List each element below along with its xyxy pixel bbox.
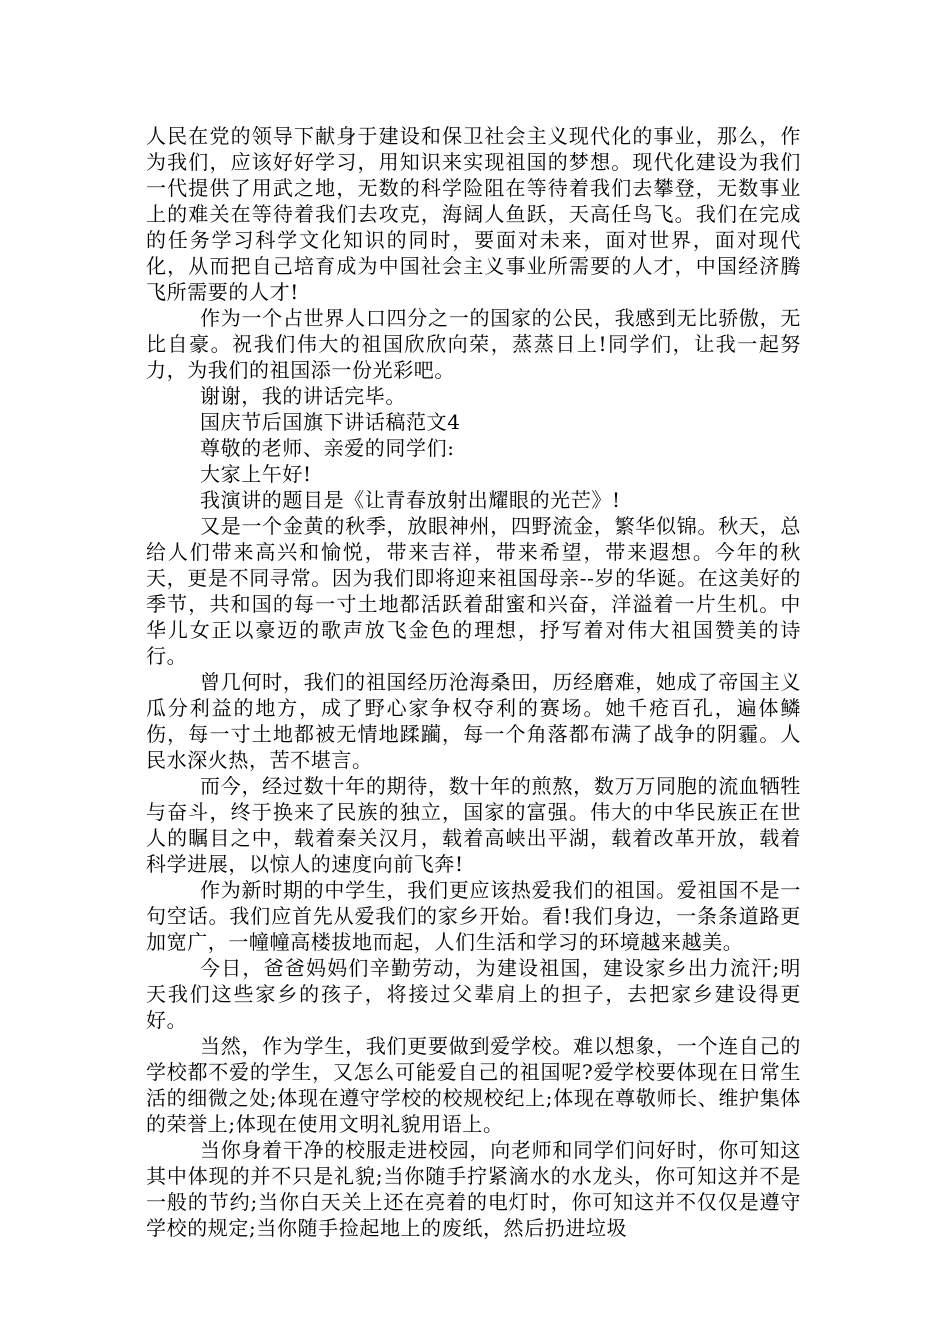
paragraph: 当你身着干净的校服走进校园，向老师和同学们问好时，你可知这其中体现的并不只是礼貌;当你随手拧紧滴水的水龙头，你可知这并不是一般的节约;当你白天关上还在亮着的电灯时，你可知这并不仅仅是遵守学校的规定;当你随手捡起地上的废纸，然后扔进垃圾 — [146, 1138, 801, 1240]
paragraph: 谢谢，我的讲话完毕。 — [200, 384, 406, 408]
paragraph: 又是一个金黄的秋季，放眼神州，四野流金，繁华似锦。秋天，总给人们带来高兴和愉悦，带来吉祥，带来希望，带来遐想。今年的秋天，更是不同寻常。因为我们即将迎来祖国母亲--岁的华诞。在这美好的季节，共和国的每一寸土地都活跃着甜蜜和兴奋，洋溢着一片生机。中华儿女正以豪迈的歌声放飞金色的理想，抒写着对伟大祖国赞美的诗行。 — [146, 514, 801, 668]
paragraph: 人民在党的领导下献身于建设和保卫社会主义现代化的事业，那么，作为我们，应该好好学习，用知识来实现祖国的梦想。现代化建设为我们一代提供了用武之地，无数的科学险阻在等待着我们去攀登，无数事业上的难关在等待着我们去攻克，海阔人鱼跃，天高任鸟飞。我们在完成的任务学习科学文化知识的同时，要面对未来，面对世界，面对现代化，从而把自己培育成为中国社会主义事业所需要的人才，中国经济腾飞所需要的人才! — [146, 124, 801, 304]
document-body — [146, 123, 801, 1241]
paragraph: 曾几何时，我们的祖国经历沧海桑田，历经磨难，她成了帝国主义瓜分利益的地方，成了野心家争权夺利的赛场。她千疮百孔，遍体鳞伤，每一寸土地都被无情地蹂躏，每一个角落都布满了战争的阴霾。人民水深火热，苦不堪言。 — [146, 670, 801, 772]
salutation: 尊敬的老师、亲爱的同学们: — [200, 436, 455, 460]
paragraph: 当然，作为学生，我们更要做到爱学校。难以想象，一个连自己的学校都不爱的学生，又怎么可能爱自己的祖国呢?爱学校要体现在日常生活的细微之处;体现在遵守学校的校规校纪上;体现在尊敬师长、维护集体的荣誉上;体现在使用文明礼貌用语上。 — [146, 1034, 801, 1136]
paragraph: 而今，经过数十年的期待，数十年的煎熬，数万万同胞的流血牺牲与奋斗，终于换来了民族的独立，国家的富强。伟大的中华民族正在世人的瞩目之中，载着秦关汉月，载着高峡出平湖，载着改革开放，载着科学进展，以惊人的速度向前飞奔! — [146, 774, 801, 876]
paragraph: 作为一个占世界人口四分之一的国家的公民，我感到无比骄傲，无比自豪。祝我们伟大的祖国欣欣向荣，蒸蒸日上!同学们，让我一起努力，为我们的祖国添一份光彩吧。 — [146, 306, 801, 382]
speech-topic: 我演讲的题目是《让青春放射出耀眼的光芒》! — [200, 488, 621, 512]
section-title: 国庆节后国旗下讲话稿范文4 — [200, 410, 461, 434]
greeting: 大家上午好! — [200, 462, 312, 486]
paragraph: 作为新时期的中学生，我们更应该热爱我们的祖国。爱祖国不是一句空话。我们应首先从爱我们的家乡开始。看!我们身边，一条条道路更加宽广，一幢幢高楼拔地而起，人们生活和学习的环境越来越美。 — [146, 878, 801, 954]
paragraph: 今日，爸爸妈妈们辛勤劳动，为建设祖国，建设家乡出力流汗;明天我们这些家乡的孩子，将接过父辈肩上的担子，去把家乡建设得更好。 — [146, 956, 801, 1032]
